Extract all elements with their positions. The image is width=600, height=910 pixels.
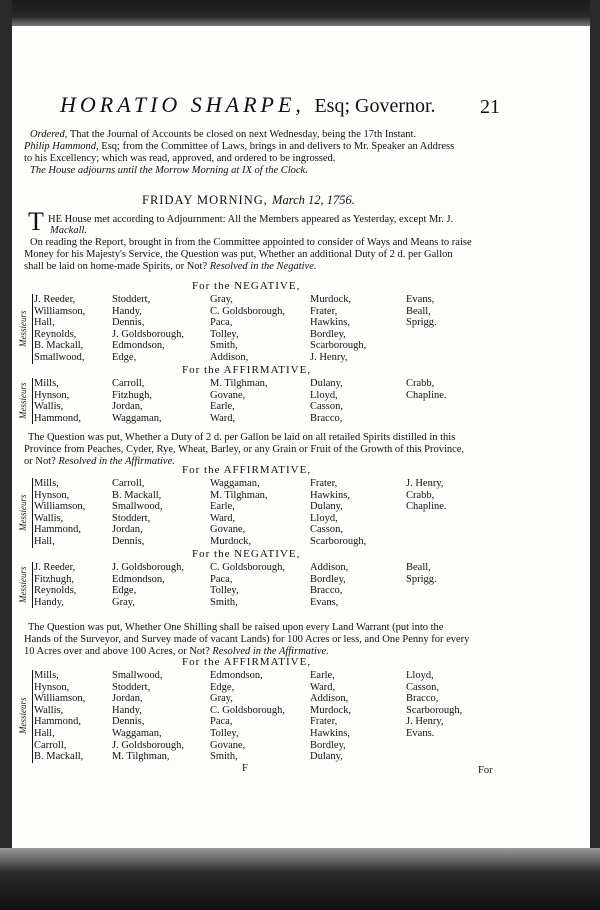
member-name: Edmondson, [112,573,165,585]
question3-line-1: The Question was put, Whether One Shilling shall be raised upon every Land Warrant (put into the [28,622,444,633]
member-name: Addison, [210,352,249,363]
member-name: Evans. [406,728,435,739]
member-name: Hammond, [34,524,81,536]
member-name: Tolley, [210,728,239,739]
member-name: Casson, [310,401,343,413]
member-name: J. Reeder, [34,562,76,573]
member-name: Williamson, [34,305,86,317]
member-name: Jordan, [112,524,143,536]
member-name: Earle, [210,401,235,413]
member-name: Chapline. [406,501,447,513]
running-head-title: HORATIO SHARPE, Esq; Governor. [60,92,436,117]
member-name: Mills, [34,478,59,489]
member-name: Dulany, [310,751,343,763]
messieurs-label: Messieurs [18,697,28,735]
member-name: Hall, [34,317,55,329]
question3-line-2: Hands of the Surveyor, and Survey made of vacant Lands) for 100 Acres or less, and One Penny for every [24,634,470,645]
member-name: Smallwood, [112,670,163,681]
member-name: Beall, [406,305,431,317]
member-name: Edmondson, [112,340,165,352]
messieurs-label: Messieurs [18,494,28,531]
member-name: Hynson, [34,681,70,693]
member-name: B. Mackall, [34,340,84,352]
member-name: Reynolds, [34,328,77,340]
question2-line-3: or Not? Resolved in the Affirmative. [24,456,175,467]
member-name: Paca, [210,317,233,329]
member-name: Williamson, [34,693,86,705]
member-name: Bracco, [406,693,439,705]
member-name: Sprigg. [406,317,437,329]
member-name: Jordan, [112,401,143,413]
day-heading: FRIDAY MORNING, March 12, 1756. [142,193,355,207]
member-name: Wallis, [34,401,64,413]
member-name: J. Goldsborough, [112,562,185,573]
member-name: Earle, [310,670,335,681]
member-name: Scarborough, [406,704,463,716]
member-name: Stoddert, [112,681,151,693]
member-name: Handy, [112,305,142,317]
intro-line-4: The House adjourns until the Morrow Morning at IX of the Clock. [30,165,308,176]
member-name: Gray, [210,693,233,705]
member-name: Jordan, [112,693,143,705]
member-name: J. Henry, [310,352,348,363]
scan-edge-left [0,0,12,910]
member-name: Paca, [210,716,233,728]
member-name: Edge, [112,585,137,597]
vote-heading: For the AFFIRMATIVE, [182,464,312,476]
member-name: Bracco, [310,585,343,597]
member-name: Wallis, [34,512,64,524]
member-name: J. Henry, [406,478,444,489]
messieurs-label: Messieurs [18,566,28,604]
member-name: Ward, [210,412,236,424]
member-name: Ward, [210,512,236,524]
scan-edge-bottom [0,848,600,910]
vote-brace [32,478,33,548]
member-name: Addison, [310,693,349,705]
vote-brace [32,670,33,763]
member-name: Dennis, [112,536,145,547]
member-name: Bordley, [310,573,346,585]
member-name: Wallis, [34,704,64,716]
member-name: J. Henry, [406,716,444,728]
member-name: Carroll, [112,478,145,489]
member-name: Edmondson, [210,670,263,681]
member-name: B. Mackall, [112,489,162,501]
member-name: J. Reeder, [34,294,76,305]
member-name: C. Goldsborough, [210,562,285,573]
member-name: M. Tilghman, [112,751,170,763]
member-name: Stoddert, [112,294,151,305]
member-name: Frater, [310,305,338,317]
catchword: For [478,765,493,776]
member-name: C. Goldsborough, [210,305,285,317]
member-name: Scarborough, [310,536,367,547]
member-name: Smallwood, [112,501,163,513]
member-name: Murdock, [210,536,252,547]
question3-line-3: 10 Acres over and above 100 Acres, or Not? Resolved in the Affirmative. [24,646,329,657]
page-number: 21 [480,96,500,118]
member-name: Govane, [210,739,246,751]
member-name: Edge, [112,352,137,363]
member-name: B. Mackall, [34,751,84,763]
member-name: Chapline. [406,389,447,401]
member-name: Crabb, [406,489,435,501]
session-line-3: Money for his Majesty's Service, the Question was put, Whether an additional Duty of 2 d. per Gallon [24,249,453,260]
member-name: Scarborough, [310,340,367,352]
member-name: M. Tilghman, [210,489,268,501]
member-name: Earle, [210,501,235,513]
member-name: Waggaman, [112,728,162,739]
member-name: M. Tilghman, [210,378,268,389]
member-name: Evans, [406,294,435,305]
vote-heading: For the AFFIRMATIVE, [182,364,312,376]
member-name: Hammond, [34,412,81,424]
member-name: Lloyd, [406,670,434,681]
member-name: Waggaman, [112,412,162,424]
member-name: Crabb, [406,378,435,389]
member-name: Dennis, [112,317,145,329]
member-name: Gray, [210,294,233,305]
member-name: Hawkins, [310,317,350,329]
question2-line-1: The Question was put, Whether a Duty of 2 d. per Gallon be laid on all retailed Spirits distilled in this [28,432,456,443]
session-line-1: HE House met according to Adjournment: All the Members appeared as Yesterday, except Mr. J. [48,214,454,225]
member-name: Hawkins, [310,489,350,501]
member-name: Carroll, [112,378,145,389]
member-name: Casson, [406,681,439,693]
member-name: J. Goldsborough, [112,739,185,751]
session-line-1b: Mackall. [50,225,88,236]
member-name: Stoddert, [112,512,151,524]
question2-line-2: Province from Peaches, Cyder, Rye, Wheat, Barley, or any Grain or Fruit of the Growth of this Province, [24,444,465,455]
member-name: Hall, [34,536,55,547]
member-name: Murdock, [310,704,352,716]
session-line-4: shall be laid on home-made Spirits, or Not? Resolved in the Negative. [24,261,317,272]
session-line-2: On reading the Report, brought in from the Committee appointed to consider of Ways and Means to raise [30,237,472,248]
member-name: Hynson, [34,489,70,501]
member-name: Gray, [112,596,135,608]
vote-heading: For the AFFIRMATIVE, [182,656,312,668]
member-name: Casson, [310,524,343,536]
member-name: Addison, [310,562,349,573]
member-name: Hall, [34,728,55,739]
intro-line-2: Philip Hammond, Esq; from the Committee of Laws, brings in and delivers to Mr. Speaker an Address [24,141,455,152]
member-name: Hynson, [34,389,70,401]
member-name: Smith, [210,340,238,352]
vote-brace [32,294,33,364]
member-name: Smith, [210,751,238,763]
member-name: Carroll, [34,739,67,751]
member-name: Fitzhugh, [34,573,74,585]
member-name: Hammond, [34,716,81,728]
member-name: Lloyd, [310,512,338,524]
member-name: Handy, [34,596,64,608]
messieurs-label: Messieurs [18,382,28,420]
member-name: Mills, [34,670,59,681]
vote-heading: For the NEGATIVE, [192,548,301,560]
intro-line-1: Ordered, That the Journal of Accounts be closed on next Wednesday, being the 17th Instant. [30,129,417,140]
member-name: Lloyd, [310,389,338,401]
member-name: Dulany, [310,501,343,513]
member-name: Frater, [310,478,338,489]
member-name: Govane, [210,389,246,401]
member-name: Edge, [210,681,235,693]
member-name: Bordley, [310,739,346,751]
member-name: Waggaman, [210,478,260,489]
member-name: Beall, [406,562,431,573]
member-name: Dulany, [310,378,343,389]
member-name: Frater, [310,716,338,728]
member-name: Evans, [310,596,339,608]
intro-line-3: to his Excellency; which was read, approved, and ordered to be ingrossed. [24,153,336,164]
member-name: Reynolds, [34,585,77,597]
member-name: Smith, [210,596,238,608]
member-name: Hawkins, [310,728,350,739]
vote-brace [32,562,33,608]
vote-heading: For the NEGATIVE, [192,280,301,292]
member-name: Paca, [210,573,233,585]
member-name: Tolley, [210,328,239,340]
drop-cap: T [28,207,44,236]
member-name: Williamson, [34,501,86,513]
member-name: Govane, [210,524,246,536]
member-name: Bracco, [310,412,343,424]
member-name: Mills, [34,378,59,389]
member-name: Ward, [310,681,336,693]
member-name: Handy, [112,704,142,716]
member-name: Bordley, [310,328,346,340]
scan-edge-right [590,0,600,910]
member-name: Sprigg. [406,573,437,585]
signature-mark: F [242,763,248,774]
vote-brace [32,378,33,424]
member-name: Tolley, [210,585,239,597]
member-name: Smallwood, [34,352,85,363]
member-name: C. Goldsborough, [210,704,285,716]
member-name: Murdock, [310,294,352,305]
document-page [12,26,590,848]
member-name: Dennis, [112,716,145,728]
scan-edge-top [0,0,600,28]
member-name: Fitzhugh, [112,389,152,401]
member-name: J. Goldsborough, [112,328,185,340]
messieurs-label: Messieurs [18,310,28,347]
